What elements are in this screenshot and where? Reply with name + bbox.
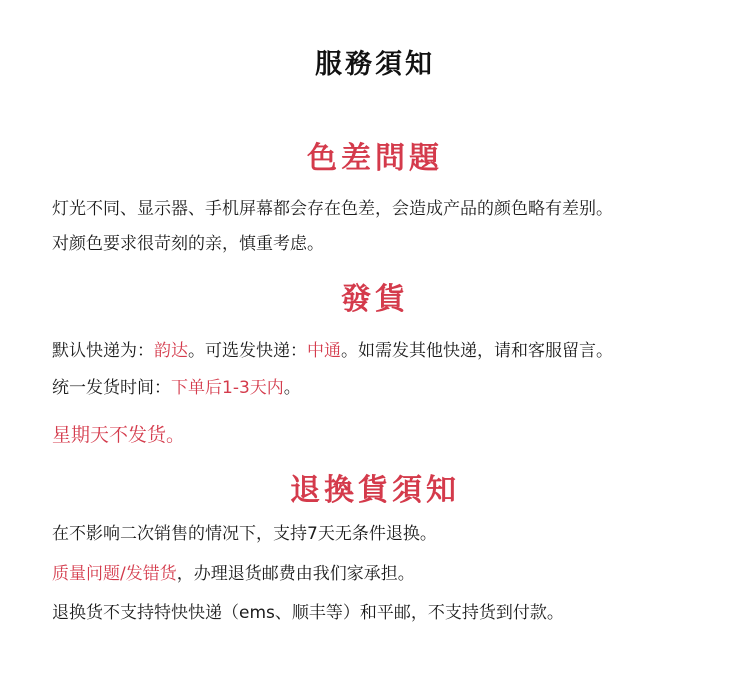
quality-issue-text: ，办理退货邮费由我们家承担。 <box>176 564 415 584</box>
courier-contact-note: 。如需发其他快递，请和客服留言。 <box>341 341 613 361</box>
default-courier-label: 默认快递为： <box>52 341 154 361</box>
color-difference-text-2: 对颜色要求很苛刻的亲，慎重考虑。 <box>52 234 324 254</box>
shipping-time-suffix: 。 <box>283 378 301 398</box>
return-heading: 退換貨須知 <box>290 473 460 508</box>
shipping-time-value: 下单后1-3天内 <box>171 378 284 398</box>
shipping-time-label: 统一发货时间： <box>52 378 171 398</box>
courier-info-line <box>52 340 613 362</box>
return-quality-line <box>52 563 415 585</box>
weekend-notice: 星期天不发货。 <box>52 424 186 446</box>
optional-courier-label: 。可选发快递： <box>188 341 307 361</box>
default-courier-name: 韵达 <box>154 341 188 361</box>
page-title: 服務須知 <box>315 49 435 80</box>
return-policy-text-3: 退换货不支持特快快递（ems、顺丰等）和平邮，不支持货到付款。 <box>52 603 564 623</box>
shipping-heading: 發貨 <box>341 282 409 317</box>
shipping-time-line <box>52 377 301 399</box>
return-policy-text-1: 在不影响二次销售的情况下，支持7天无条件退换。 <box>52 524 437 544</box>
quality-issue-highlight: 质量问题/发错货 <box>52 564 177 584</box>
color-difference-heading: 色差問題 <box>307 141 443 176</box>
color-difference-text-1: 灯光不同、显示器、手机屏幕都会存在色差，会造成产品的颜色略有差别。 <box>52 199 613 219</box>
optional-courier-name: 中通 <box>307 341 341 361</box>
